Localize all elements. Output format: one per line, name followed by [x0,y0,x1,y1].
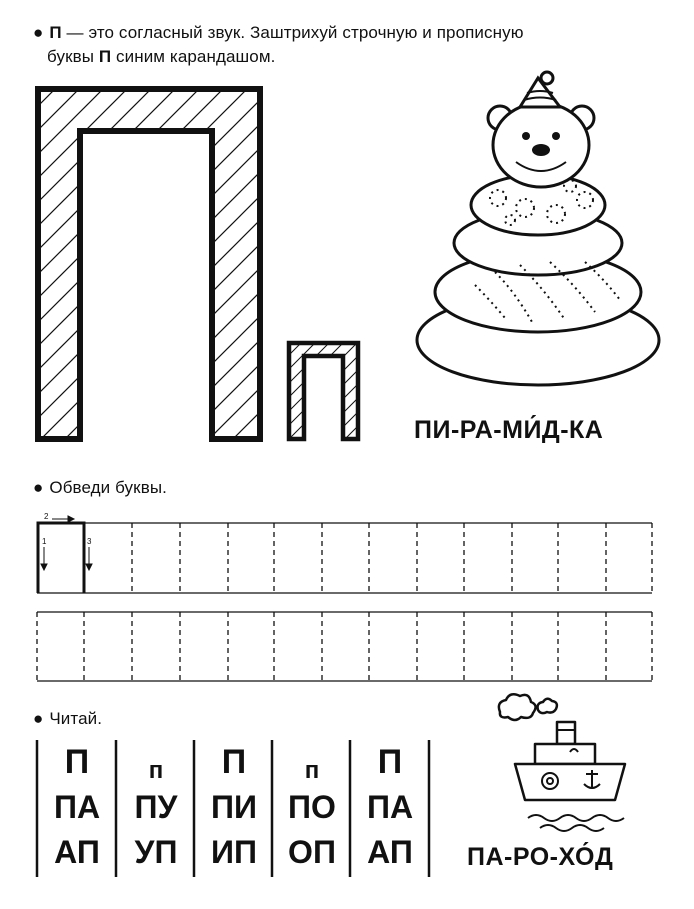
letter-label-2: П [98,47,112,66]
bullet-icon: ● [33,478,44,497]
syllable-cell: ПИ [211,789,257,825]
syllable-cell: П [221,743,247,781]
syllable-cell: ПО [288,789,336,825]
letter-label: П [49,23,62,42]
word-pyramid: ПИ-РА-МИ́Д-КА [414,416,604,444]
syllable-cell: ПА [366,789,414,825]
syllable-cell: ОП [288,834,336,870]
bullet-icon: ● [33,23,44,42]
syllable-cell: АП [54,834,100,870]
instruction-text-2b: синим карандашом. [111,47,276,66]
syllable-cell: п [148,756,164,784]
bullet-icon: ● [33,709,44,728]
instruction-text-1: — это согласный звук. Заштрихуй строчную и прописную [61,23,524,42]
syllable-cell: ИП [211,834,257,870]
word-steamboat: ПА-РО-ХО́Д [467,843,614,871]
instruction-text-2a: буквы [47,47,99,66]
stroke-label-3: 3 [87,537,92,546]
stroke-label-2: 2 [44,512,49,521]
syllable-cell: ПУ [134,789,178,825]
syllable-cell: АП [367,834,413,870]
syllable-cell: П [377,743,403,781]
syllable-cell: П [64,743,90,781]
stroke-label-1: 1 [42,537,47,546]
syllable-cell: п [304,756,320,784]
syllable-cell: УП [134,834,178,870]
syllable-cell: ПА [53,789,101,825]
trace-title: Обведи буквы. [49,478,167,497]
read-title: Читай. [49,709,103,728]
